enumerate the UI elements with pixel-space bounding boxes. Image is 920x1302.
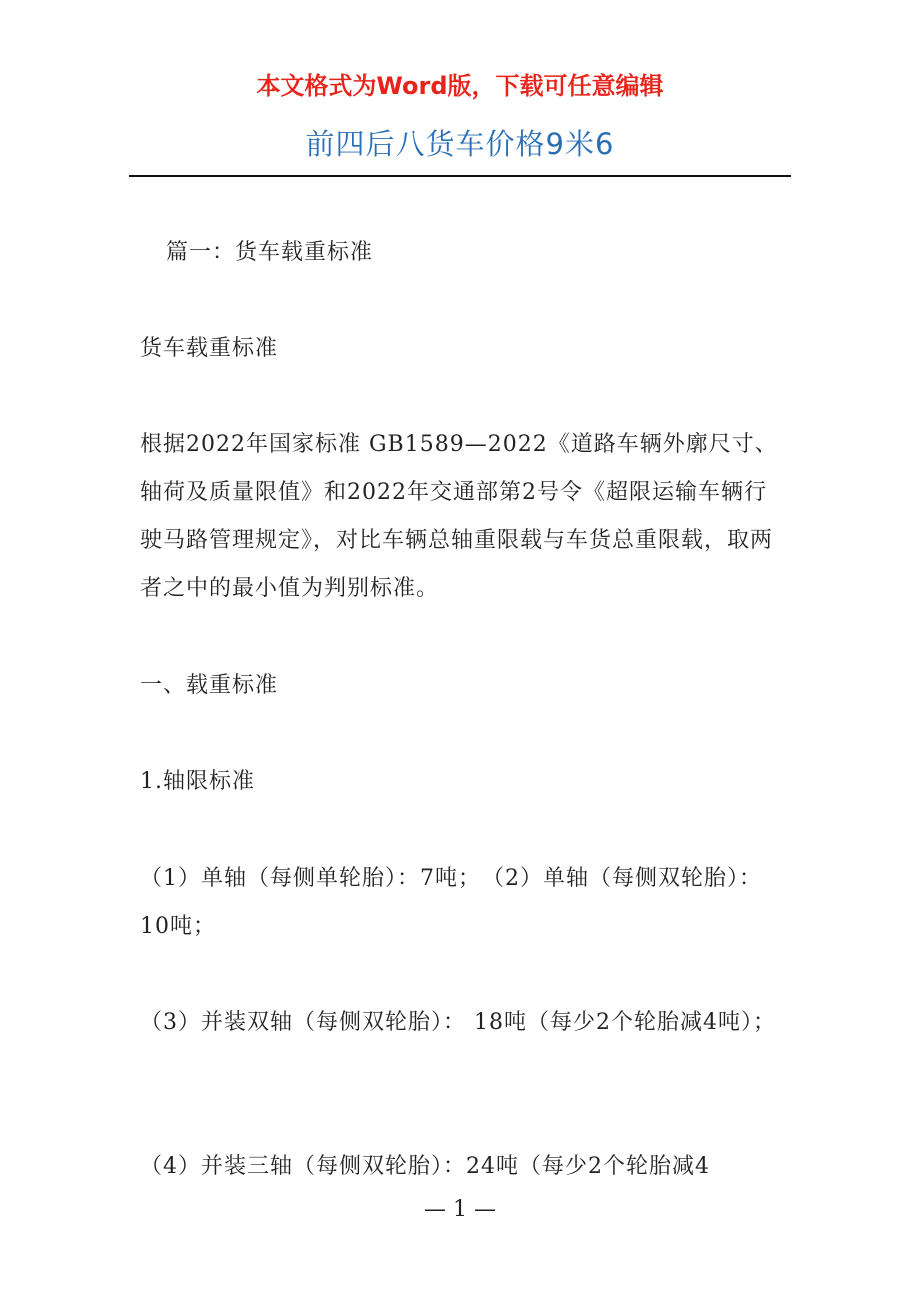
section-heading: 篇一：货车载重标准 [166,240,374,265]
paragraph-standards: 根据2022年国家标准 GB1589—2022《道路车辆外廓尺寸、轴荷及质量限值》和2022年交通部第2号令《超限运输车辆行驶马路管理规定》，对比车辆总轴重限载与车货总重限载，取两者之中的最小值为判别标准。 [140,432,778,601]
heading-axle-limits: 1.轴限标准 [140,769,255,794]
list-item-axle-4: （4）并装三轴（每侧双轮胎）：24吨（每少2个轮胎减4 [140,1154,710,1179]
subtitle: 货车载重标准 [140,336,279,361]
format-notice-banner: 本文格式为Word版，下载可任意编辑 [256,72,664,100]
list-item-axle-1-2: （1）单轴（每侧单轮胎）：7吨； （2）单轴（每侧双轮胎）：10吨； [140,866,762,939]
heading-load-standards: 一、载重标准 [140,673,279,698]
title-divider [129,175,791,177]
document-title: 前四后八货车价格9米6 [305,127,615,161]
page-number: — 1 — [424,1197,496,1222]
list-item-axle-3: （3）并装双轴（每侧双轮胎）： 18吨（每少2个轮胎减4吨）； [140,1010,776,1035]
